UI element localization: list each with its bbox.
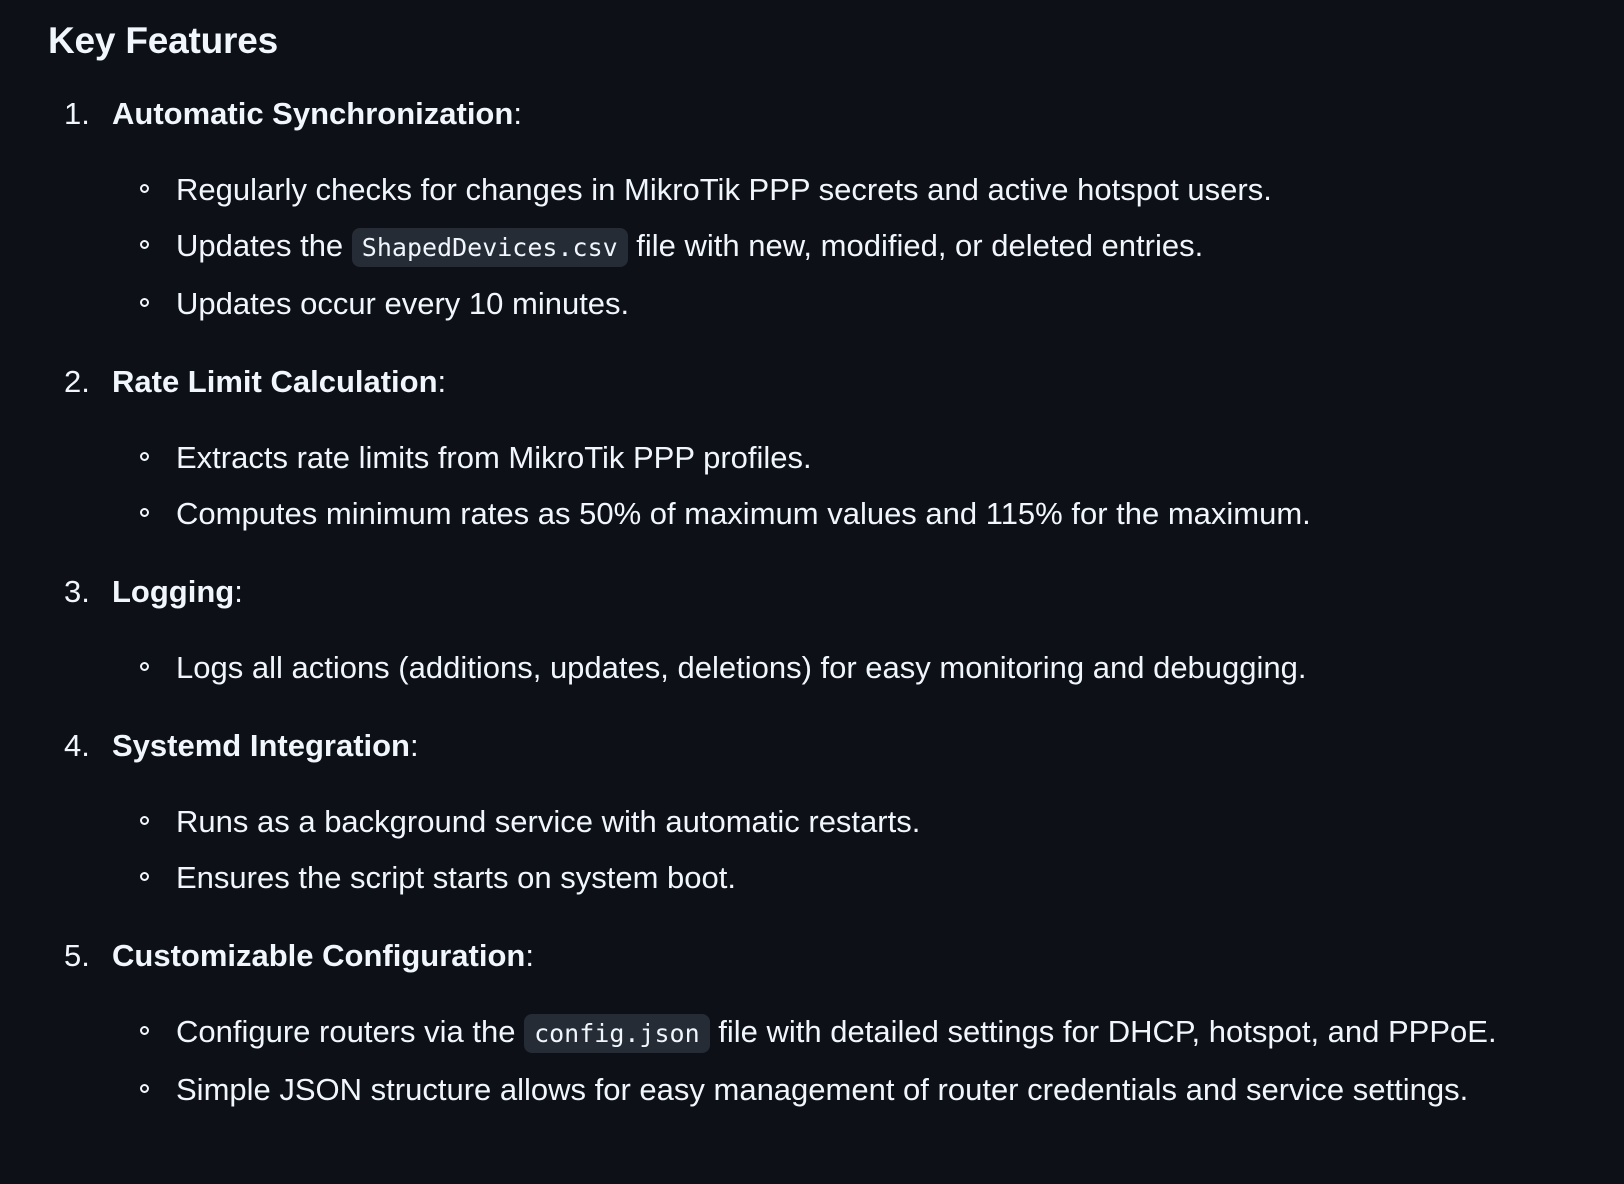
feature-title: Customizable Configuration xyxy=(112,938,526,973)
feature-item xyxy=(48,564,1576,696)
feature-detail-text: Simple JSON structure allows for easy management of router credentials and service settings. xyxy=(176,1072,1469,1107)
feature-detail xyxy=(112,430,1576,486)
feature-title-suffix: : xyxy=(234,574,243,609)
feature-detail xyxy=(112,218,1576,276)
feature-title-suffix: : xyxy=(525,938,534,973)
feature-number: 5. xyxy=(64,938,90,973)
feature-detail xyxy=(112,486,1576,542)
feature-title-line xyxy=(112,718,1576,774)
feature-detail xyxy=(112,640,1576,696)
feature-detail xyxy=(112,276,1576,332)
feature-detail-list xyxy=(112,430,1576,542)
feature-number: 1. xyxy=(64,96,90,131)
feature-detail xyxy=(112,162,1576,218)
feature-detail xyxy=(112,1004,1576,1062)
feature-item xyxy=(48,86,1576,332)
inline-code: ShapedDevices.csv xyxy=(352,228,628,267)
circle-bullet-icon xyxy=(140,240,149,249)
circle-bullet-icon xyxy=(140,1084,149,1093)
feature-detail-text: Logs all actions (additions, updates, deletions) for easy monitoring and debugging. xyxy=(176,650,1307,685)
circle-bullet-icon xyxy=(140,662,149,671)
feature-list xyxy=(48,86,1576,1118)
feature-detail-list xyxy=(112,640,1576,696)
feature-detail-text-after: file with detailed settings for DHCP, hotspot, and PPPoE. xyxy=(709,1014,1497,1049)
feature-detail-text: Updates occur every 10 minutes. xyxy=(176,286,630,321)
feature-detail xyxy=(112,850,1576,906)
inline-code: config.json xyxy=(524,1014,710,1053)
feature-detail-text: Ensures the script starts on system boot. xyxy=(176,860,736,895)
feature-title-suffix: : xyxy=(513,96,522,131)
feature-number: 4. xyxy=(64,728,90,763)
feature-title: Systemd Integration xyxy=(112,728,410,763)
feature-detail-text-before: Configure routers via the xyxy=(176,1014,525,1049)
circle-bullet-icon xyxy=(140,184,149,193)
feature-detail-list xyxy=(112,794,1576,906)
feature-title-line xyxy=(112,354,1576,410)
feature-detail-text-after: file with new, modified, or deleted entries. xyxy=(627,228,1204,263)
feature-detail xyxy=(112,1062,1576,1118)
feature-detail xyxy=(112,794,1576,850)
feature-detail-text: Regularly checks for changes in MikroTik PPP secrets and active hotspot users. xyxy=(176,172,1272,207)
feature-title: Rate Limit Calculation xyxy=(112,364,438,399)
feature-title-line xyxy=(112,86,1576,142)
feature-detail-text: Runs as a background service with automatic restarts. xyxy=(176,804,921,839)
feature-title-line xyxy=(112,564,1576,620)
circle-bullet-icon xyxy=(140,816,149,825)
feature-title: Automatic Synchronization xyxy=(112,96,514,131)
feature-detail-text: Computes minimum rates as 50% of maximum values and 115% for the maximum. xyxy=(176,496,1311,531)
feature-title-suffix: : xyxy=(437,364,447,399)
feature-detail-text: Extracts rate limits from MikroTik PPP profiles. xyxy=(176,440,812,475)
feature-number: 3. xyxy=(64,574,90,609)
circle-bullet-icon xyxy=(140,508,149,517)
circle-bullet-icon xyxy=(140,298,149,307)
feature-title-suffix: : xyxy=(410,728,419,763)
circle-bullet-icon xyxy=(140,452,149,461)
feature-item xyxy=(48,354,1576,542)
section-heading: Key Features xyxy=(48,20,278,61)
feature-detail-list xyxy=(112,1004,1576,1118)
feature-detail-list xyxy=(112,162,1576,332)
feature-item xyxy=(48,718,1576,906)
circle-bullet-icon xyxy=(140,1026,149,1035)
feature-item xyxy=(48,928,1576,1118)
circle-bullet-icon xyxy=(140,872,149,881)
feature-number: 2. xyxy=(64,364,90,399)
feature-title: Logging xyxy=(112,574,235,609)
feature-detail-text-before: Updates the xyxy=(176,228,352,263)
feature-title-line xyxy=(112,928,1576,984)
